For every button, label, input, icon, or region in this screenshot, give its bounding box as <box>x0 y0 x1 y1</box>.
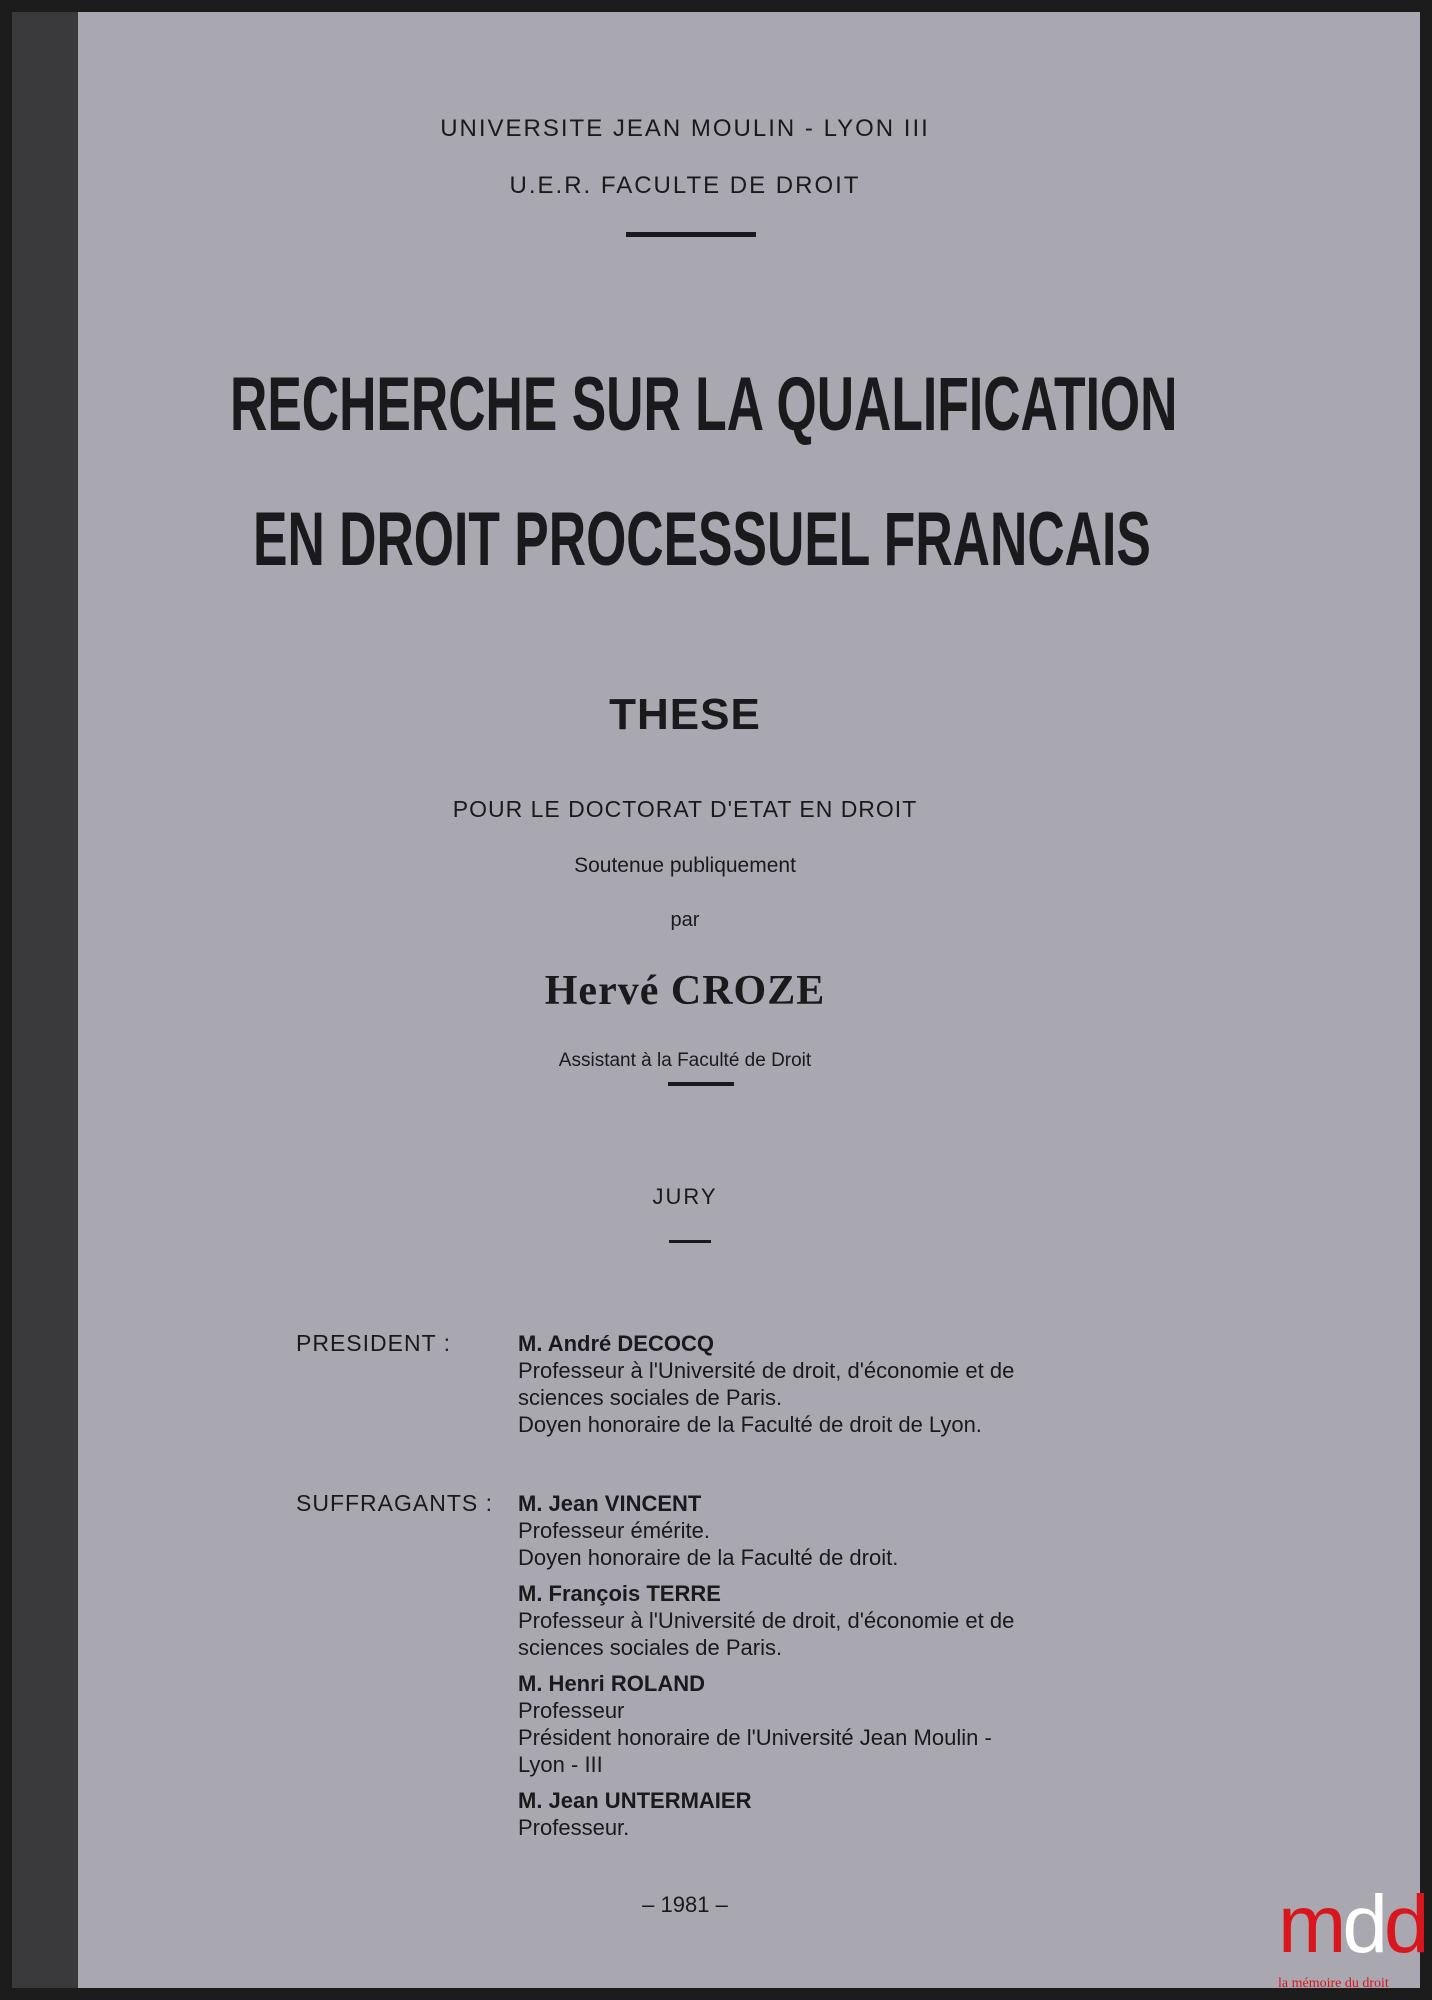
suffragant-line: sciences sociales de Paris. <box>518 1635 783 1660</box>
suffragant-line: Président honoraire de l'Université Jean Moulin - <box>518 1725 992 1750</box>
suffragant-name: M. Jean VINCENT <box>518 1491 702 1516</box>
president-block <box>518 1330 1014 1438</box>
by-line: par <box>670 909 700 931</box>
president-line: Doyen honoraire de la Faculté de droit de Lyon. <box>518 1412 982 1437</box>
president-name: M. André DECOCQ <box>518 1331 714 1356</box>
author-divider <box>668 1082 734 1086</box>
these-heading: THESE <box>609 690 761 739</box>
president-line: sciences sociales de Paris. <box>518 1385 783 1410</box>
year: – 1981 – <box>642 1892 728 1917</box>
header-divider <box>626 232 756 237</box>
mdd-logo-watermark <box>1278 1879 1428 1991</box>
suffragant-name: M. François TERRE <box>518 1581 721 1606</box>
jury-divider <box>669 1240 711 1243</box>
suffragant-line: Professeur. <box>518 1815 630 1840</box>
author-role: Assistant à la Faculté de Droit <box>558 1050 812 1071</box>
author-name: Hervé CROZE <box>544 968 826 1014</box>
mdd-logo-letters: mdd <box>1278 1879 1426 1970</box>
president-label: PRESIDENT : <box>296 1330 451 1356</box>
suffragant-line: Professeur <box>518 1698 625 1723</box>
suffragant-line: Professeur émérite. <box>518 1518 710 1543</box>
jury-heading: JURY <box>652 1184 718 1209</box>
suffragant-name: M. Henri ROLAND <box>518 1671 705 1696</box>
suffragants-block <box>518 1490 1014 1841</box>
thesis-cover <box>78 12 1420 1988</box>
suffragant-line: Professeur à l'Université de droit, d'économie et de <box>518 1608 1015 1633</box>
book-spine <box>12 12 78 1988</box>
title-line-1: RECHERCHE SUR LA QUALIFICATION <box>230 362 1178 447</box>
suffragant-line: Lyon - III <box>518 1752 603 1777</box>
president-line: Professeur à l'Université de droit, d'économie et de <box>518 1358 1015 1383</box>
title-line-2: EN DROIT PROCESSUEL FRANCAIS <box>253 497 1151 582</box>
suffragant-name: M. Jean UNTERMAIER <box>518 1788 752 1813</box>
faculty-name: U.E.R. FACULTE DE DROIT <box>509 172 861 199</box>
university-name: UNIVERSITE JEAN MOULIN - LYON III <box>440 115 930 142</box>
doctorate-line: POUR LE DOCTORAT D'ETAT EN DROIT <box>452 796 918 822</box>
suffragants-label: SUFFRAGANTS : <box>296 1490 494 1516</box>
suffragant-line: Doyen honoraire de la Faculté de droit. <box>518 1545 899 1570</box>
mdd-logo-tagline: la mémoire du droit <box>1278 1976 1389 1991</box>
defended-line: Soutenue publiquement <box>574 854 796 877</box>
